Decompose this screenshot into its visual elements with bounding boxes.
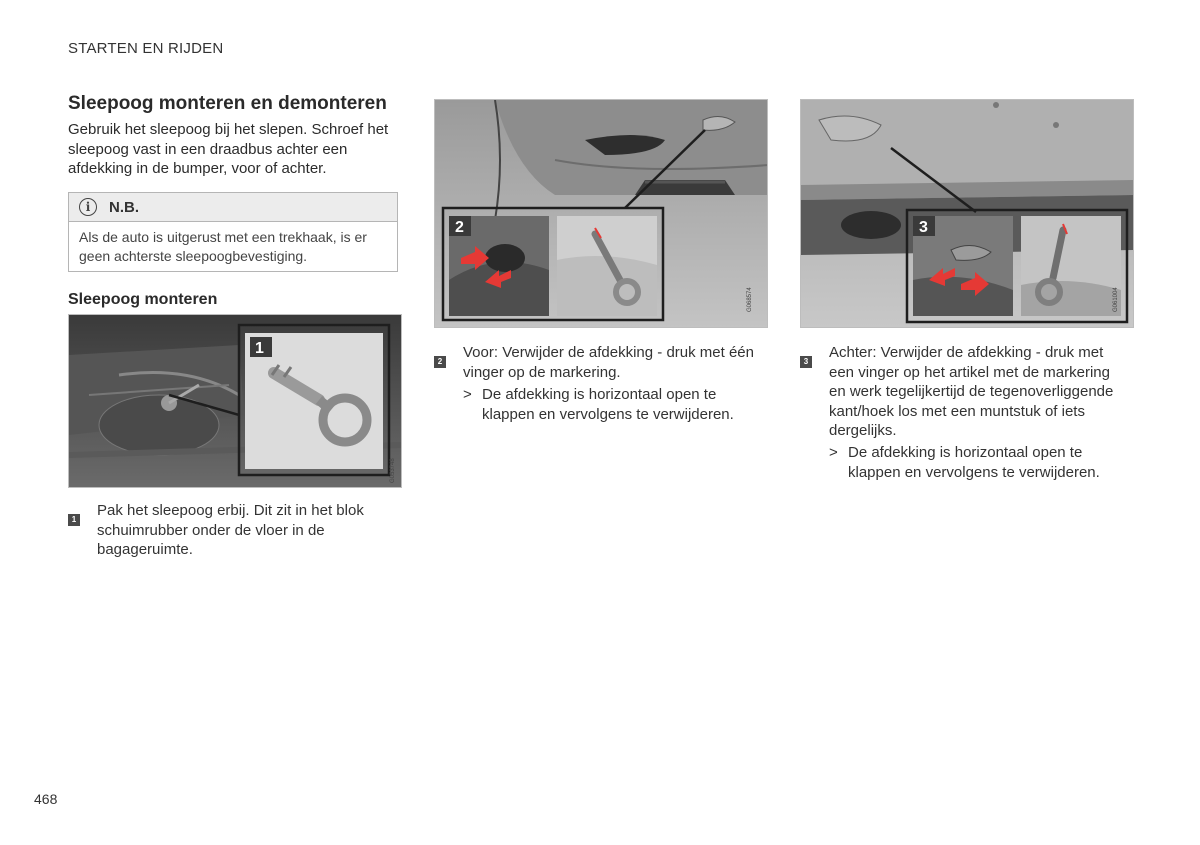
figure-1-code: G053748 [390, 458, 396, 483]
figure-1-trunk-towing-eye [68, 314, 402, 488]
note-box [68, 192, 398, 272]
step-1-badge: 1 [68, 514, 80, 526]
step-2-text: Voor: Verwijder de afdekking - druk met één vinger op de markering. [463, 344, 754, 381]
page-number: 468 [34, 791, 58, 807]
running-header: STARTEN EN RIJDEN [68, 40, 224, 57]
step-2-badge: 2 [434, 356, 446, 368]
figure-2-front-bumper [434, 99, 768, 328]
figure-3-label: 3 [919, 219, 928, 236]
figure-3-code: G061004 [1113, 287, 1119, 312]
note-text: Als de auto is uitgerust met een trekhaak, is er geen achterste sleepoogbevestiging. [79, 229, 367, 264]
step-2-badge-wrap [434, 351, 454, 369]
step-3-result-marker: > [829, 444, 838, 461]
step-3-result: De afdekking is horizontaal open te klappen en vervolgens te verwijderen. [848, 444, 1100, 481]
section-subtitle: Sleepoog monteren [68, 291, 218, 308]
article-title: Sleepoog monteren en demonteren [68, 93, 387, 114]
step-2-result: De afdekking is horizontaal open te klappen en vervolgens te verwijderen. [482, 386, 734, 423]
step-2-result-marker: > [463, 386, 472, 403]
figure-2-label: 2 [455, 219, 464, 236]
step-3-badge: 3 [800, 356, 812, 368]
step-1-text: Pak het sleepoog erbij. Dit zit in het blok schuimrubber onder de vloer in de bagageruimte. [97, 502, 364, 558]
figure-1-label: 1 [255, 340, 264, 357]
step-3-text: Achter: Verwijder de afdekking - druk met een vinger op het artikel met de markering en werk tegelijkertijd de tegenoverliggende kant/hoek los met een muntstuk of iets dergelijks. [829, 344, 1114, 439]
info-icon: i [79, 198, 97, 216]
figure-2-code: G068574 [747, 287, 753, 312]
note-title: N.B. [109, 198, 139, 216]
article-intro: Gebruik het sleepoog bij het slepen. Schroef het sleepoog vast in een draadbus achter een afdekking in de bumper, voor of achter. [68, 121, 389, 177]
step-3-badge-wrap [800, 351, 820, 369]
step-1-badge-wrap [68, 509, 88, 527]
figure-3-rear-bumper [800, 99, 1134, 328]
note-header [69, 193, 397, 222]
